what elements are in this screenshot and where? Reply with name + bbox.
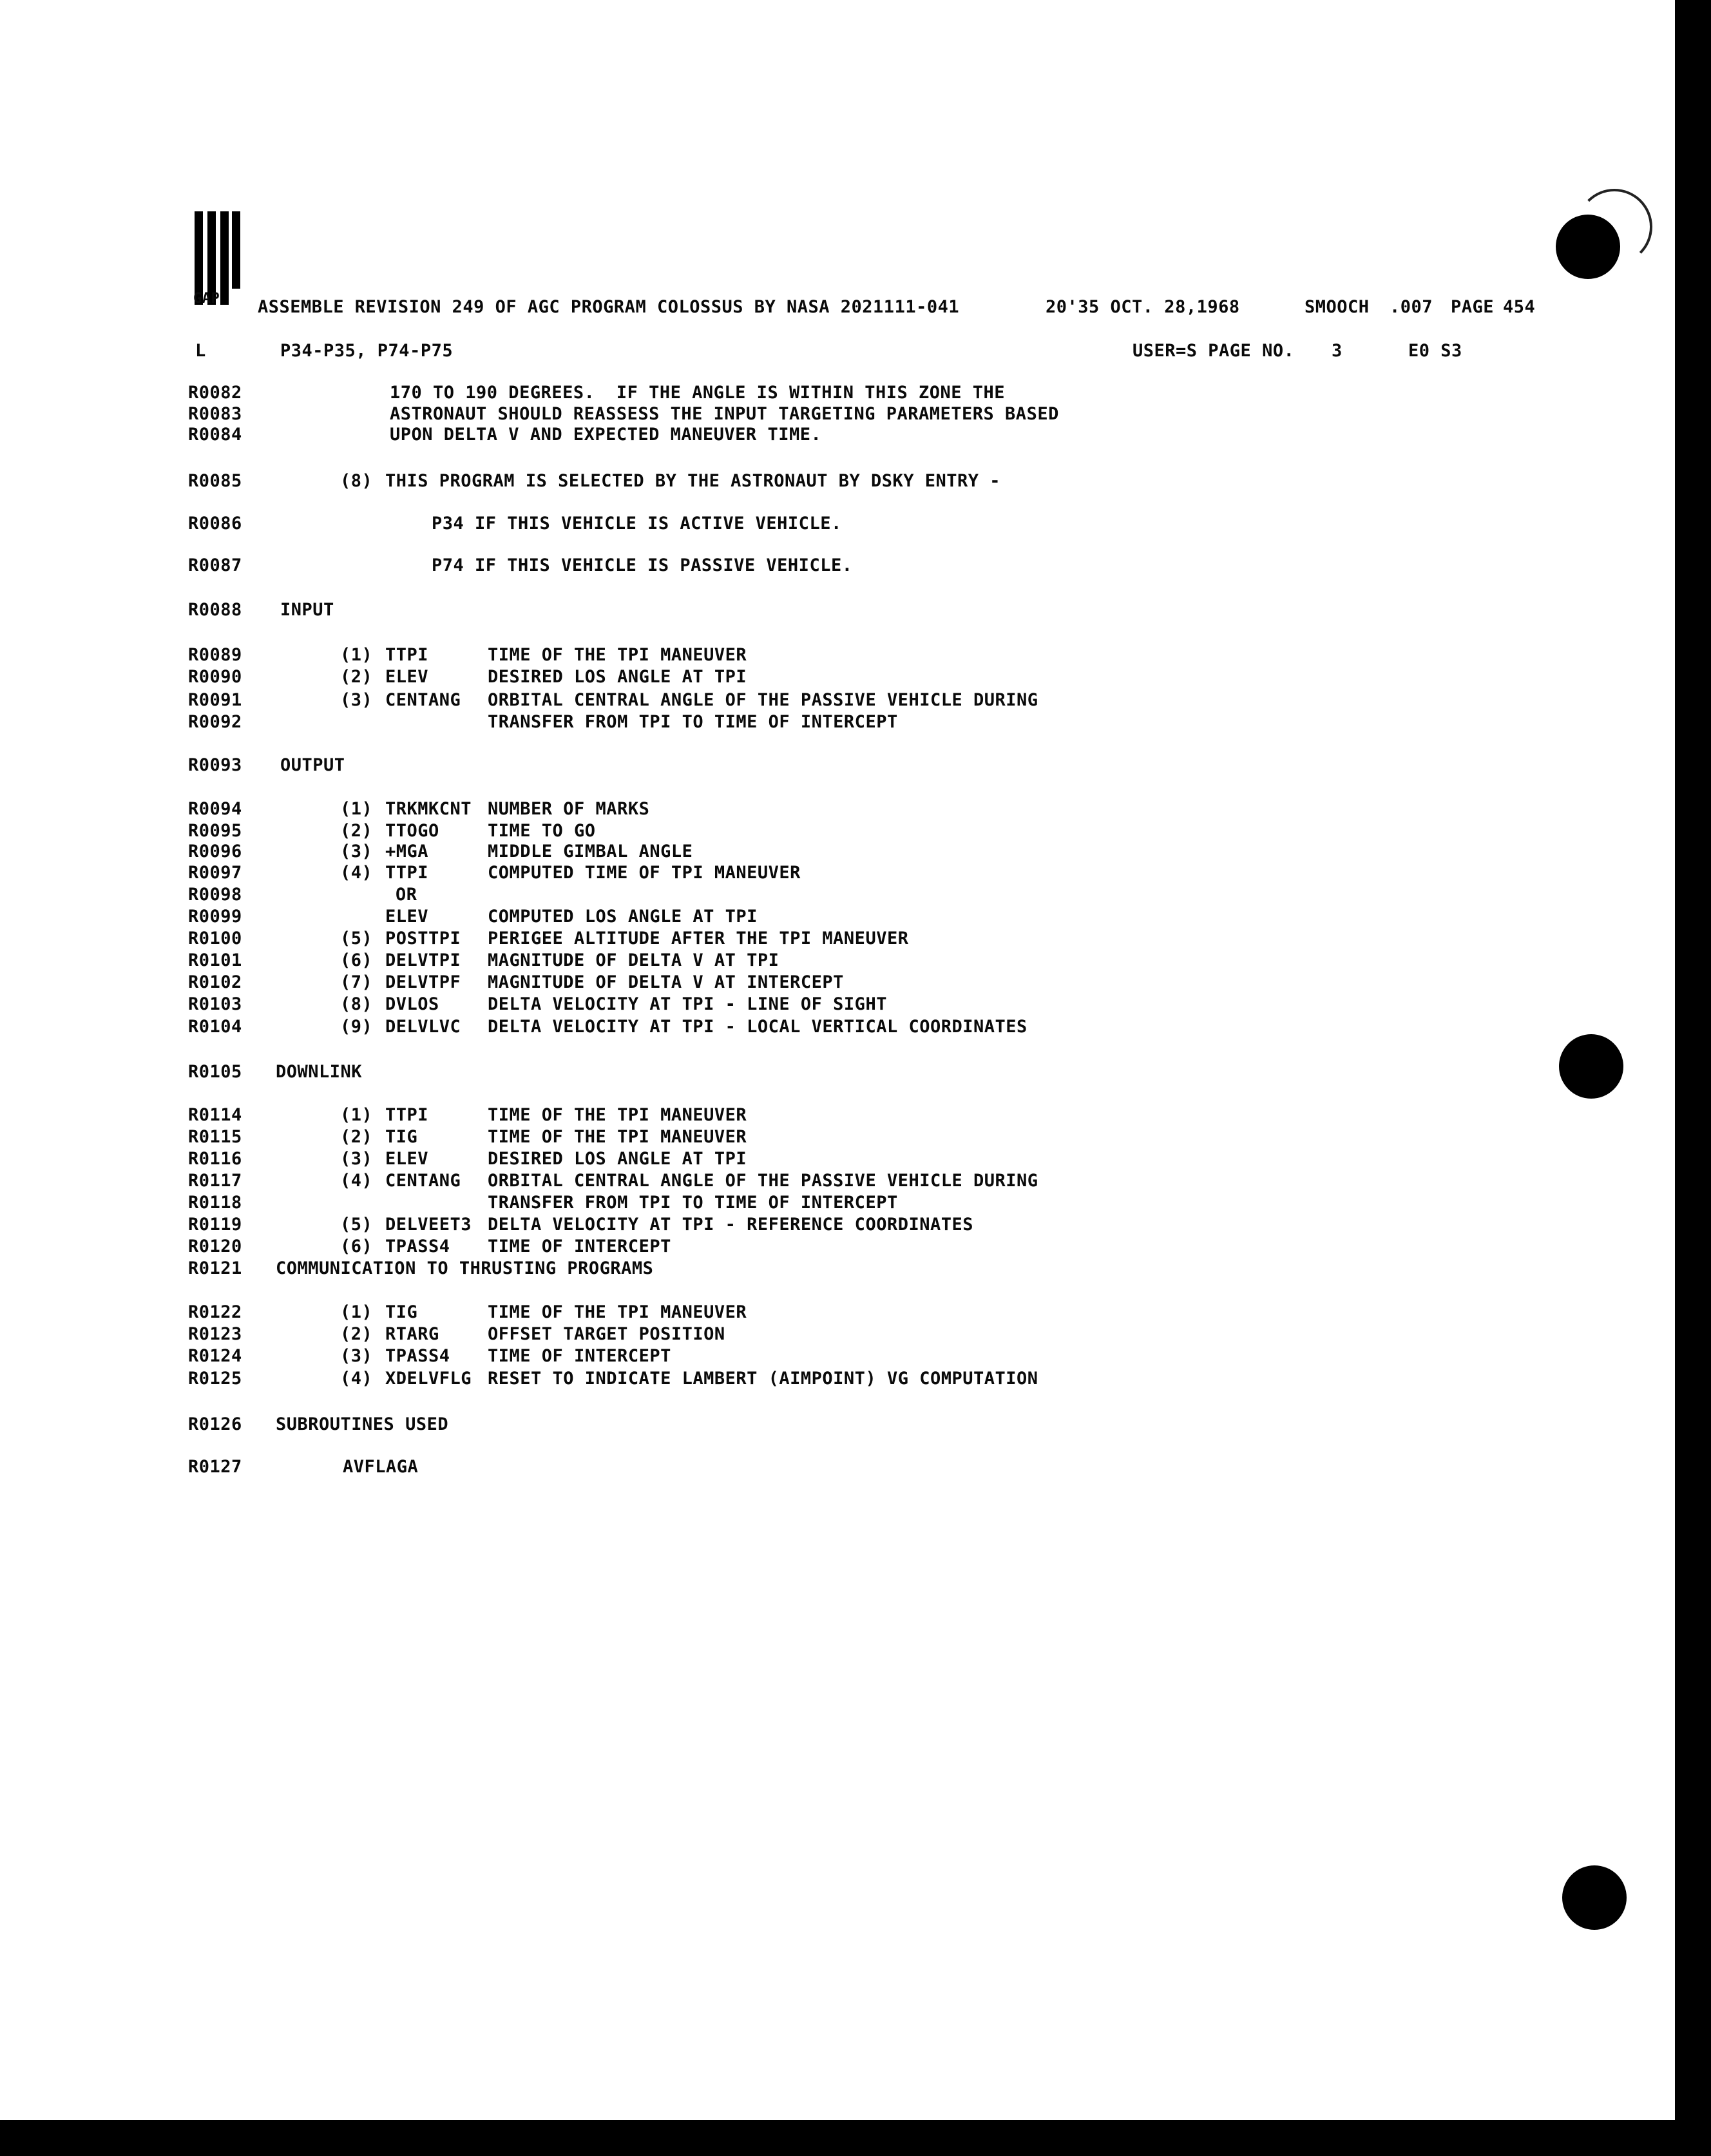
- variable-name: ELEV: [385, 1149, 429, 1169]
- line-text: TIME OF INTERCEPT: [488, 1237, 671, 1256]
- line-label: R0091: [188, 690, 242, 710]
- line-number: (2): [340, 821, 373, 841]
- variable-name: TTPI: [385, 1105, 429, 1125]
- line-text: NUMBER OF MARKS: [488, 799, 650, 819]
- line-text: ORBITAL CENTRAL ANGLE OF THE PASSIVE VEHICLE DURING: [488, 1171, 1038, 1191]
- assembly-user: SMOOCH: [1305, 297, 1370, 317]
- line-label: R0087: [188, 555, 242, 575]
- line-label: R0089: [188, 645, 242, 665]
- variable-name: RTARG: [385, 1324, 439, 1344]
- line-number: (8): [340, 994, 373, 1014]
- line-number: (6): [340, 950, 373, 970]
- variable-name: DVLOS: [385, 994, 439, 1014]
- line-text: TIME OF THE TPI MANEUVER: [488, 1302, 747, 1322]
- line-number: (1): [340, 1105, 373, 1125]
- line-number: (5): [340, 1215, 373, 1235]
- binder-hole-middle: [1559, 1034, 1623, 1099]
- line-label: R0127: [188, 1457, 242, 1477]
- section-heading: DOWNLINK: [276, 1062, 363, 1082]
- page-number: 454: [1503, 297, 1536, 317]
- variable-name: TRKMKCNT: [385, 799, 472, 819]
- line-label: R0098: [188, 885, 242, 905]
- line-number: (9): [340, 1017, 373, 1037]
- variable-name: CENTANG: [385, 1171, 461, 1191]
- variable-name: DELVEET3: [385, 1215, 472, 1235]
- line-text: DESIRED LOS ANGLE AT TPI: [488, 667, 747, 687]
- variable-name: TPASS4: [385, 1346, 450, 1366]
- line-text: THIS PROGRAM IS SELECTED BY THE ASTRONAUT BY DSKY ENTRY -: [385, 471, 1001, 491]
- subheader-l: L: [195, 341, 206, 361]
- line-text: TIME TO GO: [488, 821, 596, 841]
- line-label: R0104: [188, 1017, 242, 1037]
- line-number: (3): [340, 690, 373, 710]
- variable-name: TIG: [385, 1127, 418, 1147]
- line-number: (6): [340, 1237, 373, 1256]
- line-text: DESIRED LOS ANGLE AT TPI: [488, 1149, 747, 1169]
- line-text: OFFSET TARGET POSITION: [488, 1324, 725, 1344]
- line-text: RESET TO INDICATE LAMBERT (AIMPOINT) VG COMPUTATION: [488, 1369, 1038, 1389]
- subheader-code: E0 S3: [1408, 341, 1462, 361]
- line-text: TIME OF THE TPI MANEUVER: [488, 1105, 747, 1125]
- line-label: R0084: [188, 425, 242, 445]
- section-heading: OUTPUT: [280, 755, 345, 775]
- variable-name: TTPI: [385, 645, 429, 665]
- line-text: TIME OF THE TPI MANEUVER: [488, 1127, 747, 1147]
- line-number: (2): [340, 1324, 373, 1344]
- line-number: (3): [340, 1346, 373, 1366]
- line-text: AVFLAGA: [343, 1457, 419, 1477]
- line-label: R0120: [188, 1237, 242, 1256]
- line-text: DELTA VELOCITY AT TPI - LOCAL VERTICAL COORDINATES: [488, 1017, 1028, 1037]
- line-label: R0117: [188, 1171, 242, 1191]
- line-label: R0082: [188, 383, 242, 403]
- variable-name: TIG: [385, 1302, 418, 1322]
- line-label: R0102: [188, 972, 242, 992]
- variable-name: DELVTPF: [385, 972, 461, 992]
- line-label: R0126: [188, 1414, 242, 1434]
- variable-name: DELVTPI: [385, 950, 461, 970]
- line-label: R0121: [188, 1258, 242, 1278]
- line-label: R0115: [188, 1127, 242, 1147]
- line-label: R0092: [188, 712, 242, 732]
- line-label: R0097: [188, 863, 242, 883]
- binder-hole-bottom: [1562, 1865, 1627, 1930]
- line-label: R0090: [188, 667, 242, 687]
- line-label: R0124: [188, 1346, 242, 1366]
- line-number: (7): [340, 972, 373, 992]
- line-label: R0105: [188, 1062, 242, 1082]
- user-page-label: USER=S PAGE NO.: [1133, 341, 1295, 361]
- section-heading: SUBROUTINES USED: [276, 1414, 449, 1434]
- program-range: P34-P35, P74-P75: [280, 341, 454, 361]
- line-label: R0114: [188, 1105, 242, 1125]
- line-text: UPON DELTA V AND EXPECTED MANEUVER TIME.: [390, 425, 822, 445]
- line-label: R0093: [188, 755, 242, 775]
- line-label: R0085: [188, 471, 242, 491]
- variable-name: POSTTPI: [385, 929, 461, 948]
- variable-name: DELVLVC: [385, 1017, 461, 1037]
- line-label: R0123: [188, 1324, 242, 1344]
- scan-border-bottom: [0, 2120, 1711, 2156]
- line-text: COMPUTED LOS ANGLE AT TPI: [488, 907, 758, 927]
- line-number: (2): [340, 1127, 373, 1147]
- line-label: R0086: [188, 514, 242, 534]
- line-label: R0094: [188, 799, 242, 819]
- line-label: R0088: [188, 600, 242, 620]
- line-number: (4): [340, 1171, 373, 1191]
- line-text: DELTA VELOCITY AT TPI - REFERENCE COORDINATES: [488, 1215, 973, 1235]
- line-text: TIME OF THE TPI MANEUVER: [488, 645, 747, 665]
- line-text: ORBITAL CENTRAL ANGLE OF THE PASSIVE VEHICLE DURING: [488, 690, 1038, 710]
- line-text: P74 IF THIS VEHICLE IS PASSIVE VEHICLE.: [432, 555, 853, 575]
- line-text: MIDDLE GIMBAL ANGLE: [488, 842, 693, 861]
- assembly-timestamp: 20'35 OCT. 28,1968: [1046, 297, 1240, 317]
- line-text: TRANSFER FROM TPI TO TIME OF INTERCEPT: [488, 712, 898, 732]
- line-label: R0100: [188, 929, 242, 948]
- line-text: DELTA VELOCITY AT TPI - LINE OF SIGHT: [488, 994, 887, 1014]
- line-label: R0125: [188, 1369, 242, 1389]
- line-text: COMPUTED TIME OF TPI MANEUVER: [488, 863, 801, 883]
- line-number: (4): [340, 1369, 373, 1389]
- variable-name: XDELVFLG: [385, 1369, 472, 1389]
- user-page-number: 3: [1332, 341, 1343, 361]
- variable-name: ELEV: [385, 907, 429, 927]
- line-number: (5): [340, 929, 373, 948]
- line-number: (1): [340, 645, 373, 665]
- line-text: MAGNITUDE OF DELTA V AT INTERCEPT: [488, 972, 844, 992]
- variable-name: TPASS4: [385, 1237, 450, 1256]
- variable-name: TTPI: [385, 863, 429, 883]
- line-label: R0083: [188, 404, 242, 424]
- line-number: (8): [340, 471, 373, 491]
- line-label: R0099: [188, 907, 242, 927]
- gap-marker: GAP: [193, 291, 220, 307]
- line-label: R0116: [188, 1149, 242, 1169]
- assembly-title: ASSEMBLE REVISION 249 OF AGC PROGRAM COLOSSUS BY NASA 2021111-041: [258, 297, 960, 317]
- line-label: R0103: [188, 994, 242, 1014]
- line-text: TRANSFER FROM TPI TO TIME OF INTERCEPT: [488, 1193, 898, 1213]
- assembly-number: .007: [1390, 297, 1433, 317]
- variable-name: OR: [396, 885, 417, 905]
- variable-name: ELEV: [385, 667, 429, 687]
- line-text: 170 TO 190 DEGREES. IF THE ANGLE IS WITHIN THIS ZONE THE: [390, 383, 1006, 403]
- line-label: R0118: [188, 1193, 242, 1213]
- line-text: MAGNITUDE OF DELTA V AT TPI: [488, 950, 779, 970]
- line-number: (2): [340, 667, 373, 687]
- section-heading: COMMUNICATION TO THRUSTING PROGRAMS: [276, 1258, 654, 1278]
- line-label: R0101: [188, 950, 242, 970]
- variable-name: CENTANG: [385, 690, 461, 710]
- section-heading: INPUT: [280, 600, 334, 620]
- line-number: (3): [340, 842, 373, 861]
- line-label: R0095: [188, 821, 242, 841]
- line-label: R0122: [188, 1302, 242, 1322]
- line-label: R0119: [188, 1215, 242, 1235]
- line-text: PERIGEE ALTITUDE AFTER THE TPI MANEUVER: [488, 929, 909, 948]
- line-text: ASTRONAUT SHOULD REASSESS THE INPUT TARGETING PARAMETERS BASED: [390, 404, 1059, 424]
- line-number: (1): [340, 799, 373, 819]
- line-number: (3): [340, 1149, 373, 1169]
- page-label: PAGE: [1451, 297, 1495, 317]
- variable-name: TTOGO: [385, 821, 439, 841]
- line-number: (1): [340, 1302, 373, 1322]
- line-number: (4): [340, 863, 373, 883]
- line-label: R0096: [188, 842, 242, 861]
- scan-border-right: [1675, 0, 1711, 2156]
- line-text: P34 IF THIS VEHICLE IS ACTIVE VEHICLE.: [432, 514, 842, 534]
- variable-name: +MGA: [385, 842, 429, 861]
- line-text: TIME OF INTERCEPT: [488, 1346, 671, 1366]
